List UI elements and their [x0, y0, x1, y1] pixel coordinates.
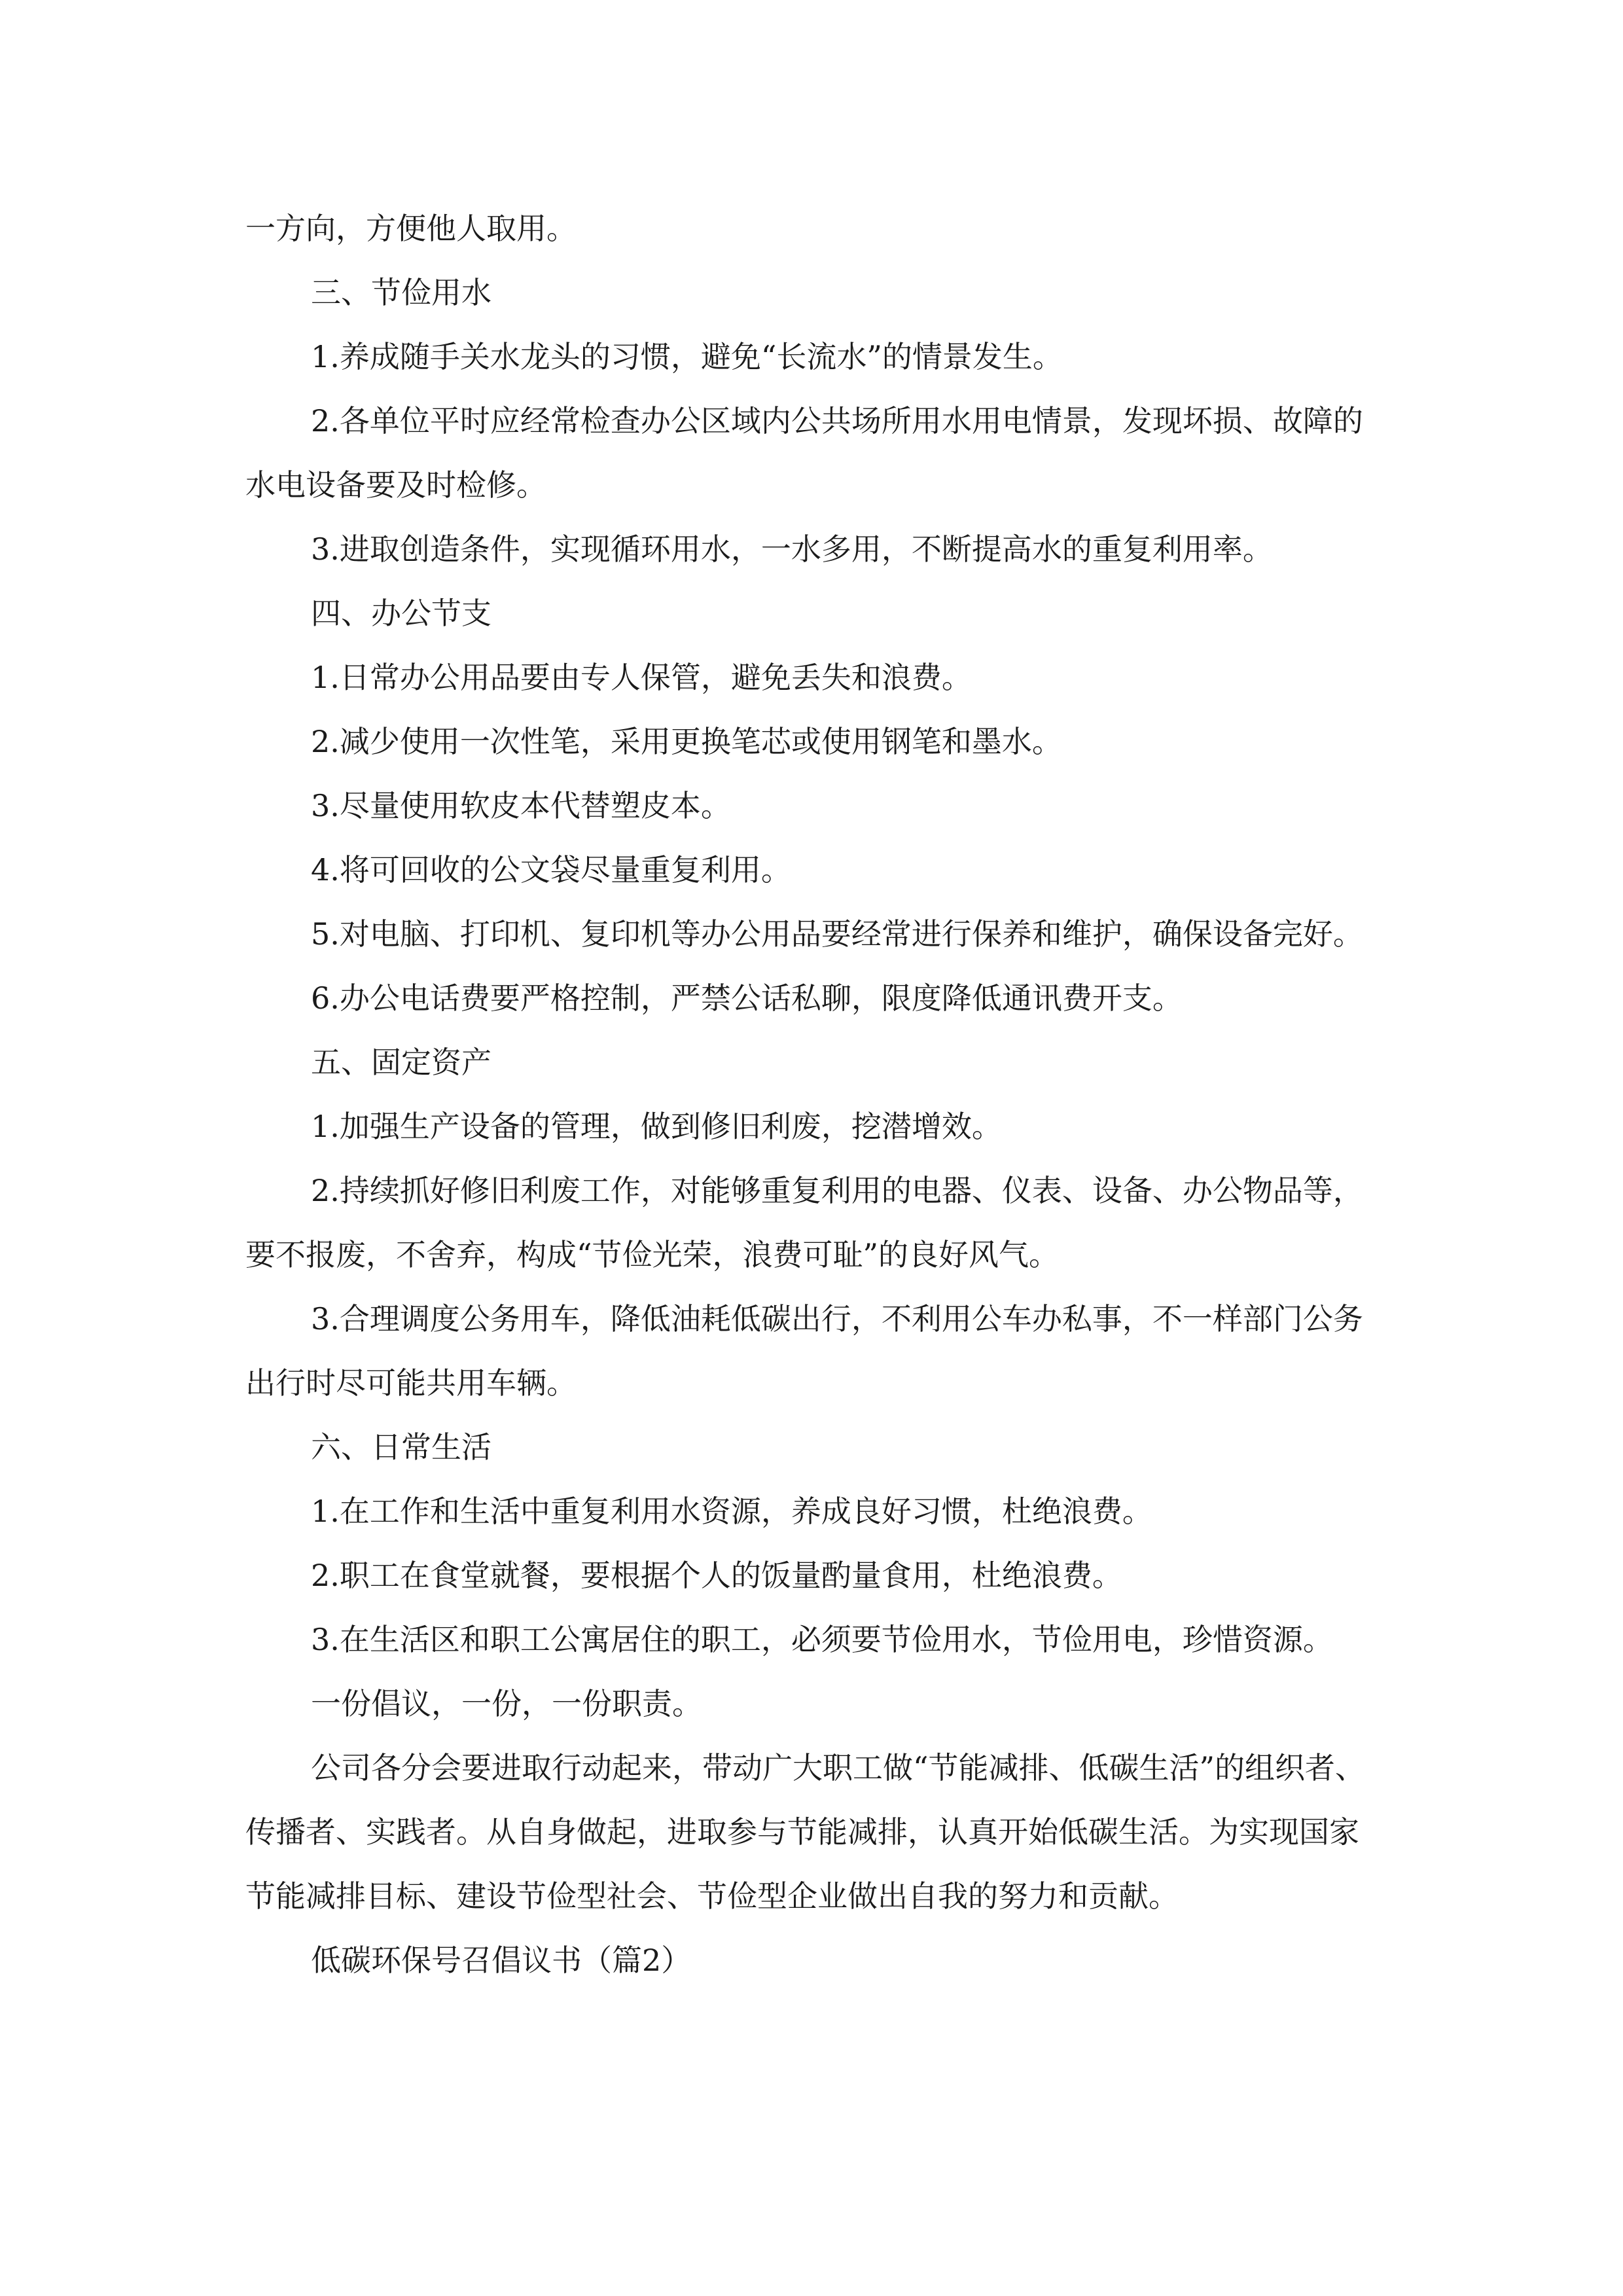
paragraph-office-3: 3.尽量使用软皮本代替塑皮本。 [311, 788, 731, 823]
paragraph-water-1: 1.养成随手关水龙头的习惯，避免“长流水”的情景发生。 [311, 339, 1063, 374]
paragraph-daily-2: 2.职工在食堂就餐，要根据个人的饭量酌量食用，杜绝浪费。 [311, 1558, 1122, 1593]
section-heading-daily: 六、日常生活 [311, 1429, 491, 1465]
paragraph-daily-1: 1.在工作和生活中重复利用水资源，养成良好习惯，杜绝浪费。 [311, 1494, 1152, 1529]
paragraph-water-2: 2.各单位平时应经常检查办公区域内公共场所用水用电情景，发现坏损、故障的水电设备要及时检修。 [245, 403, 1363, 503]
section-heading-water: 三、节俭用水 [311, 275, 491, 310]
section-heading-office: 四、办公节支 [311, 596, 491, 631]
section-heading-assets: 五、固定资产 [311, 1045, 491, 1080]
paragraph-office-2: 2.减少使用一次性笔，采用更换笔芯或使用钢笔和墨水。 [311, 724, 1062, 759]
paragraph-assets-1: 1.加强生产设备的管理，做到修旧利废，挖潜增效。 [311, 1109, 1002, 1144]
paragraph-daily-3: 3.在生活区和职工公寓居住的职工，必须要节俭用水，节俭用电，珍惜资源。 [311, 1622, 1333, 1657]
paragraph-water-3: 3.进取创造条件，实现循环用水，一水多用，不断提高水的重复利用率。 [311, 531, 1273, 567]
next-section-title: 低碳环保号召倡议书（篇2） [311, 1943, 692, 1978]
paragraph-office-6: 6.办公电话费要严格控制，严禁公话私聊，限度降低通讯费开支。 [311, 980, 1183, 1016]
paragraph-continuation: 一方向，方便他人取用。 [245, 211, 577, 246]
paragraph-assets-2: 2.持续抓好修旧利废工作，对能够重复利用的电器、仪表、设备、办公物品等，要不报废，不舍弃，构成“节俭光荣，浪费可耻”的良好风气。 [245, 1173, 1363, 1272]
paragraph-call-to-action: 公司各分会要进取行动起来，带动广大职工做“节能减排、低碳生活”的组织者、传播者、实践者。从自身做起，进取参与节能减排，认真开始低碳生活。为实现国家节能减排目标、建设节俭型社会、节俭型企业做出自我的努力和贡献。 [245, 1750, 1366, 1914]
paragraph-assets-3: 3.合理调度公务用车，降低油耗低碳出行，不利用公车办私事，不一样部门公务出行时尽可能共用车辆。 [245, 1301, 1363, 1401]
paragraph-office-5: 5.对电脑、打印机、复印机等办公用品要经常进行保养和维护，确保设备完好。 [311, 916, 1363, 952]
paragraph-office-4: 4.将可回收的公文袋尽量重复利用。 [311, 852, 791, 888]
document-body [245, 196, 1387, 1992]
paragraph-closing-line: 一份倡议，一份，一份职责。 [311, 1686, 702, 1721]
paragraph-office-1: 1.日常办公用品要由专人保管，避免丢失和浪费。 [311, 660, 972, 695]
